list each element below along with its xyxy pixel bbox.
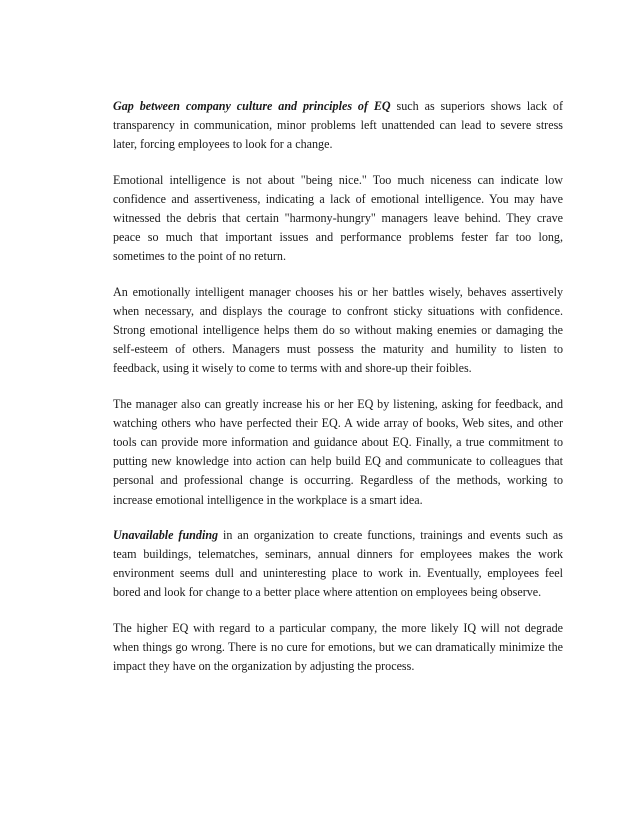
paragraph-2-text: Emotional intelligence is not about "being nice." Too much niceness can indicate low confidence and assertiveness, indicating a lack of emotional intelligence. You may have witnessed the debris that certain "harmony-hungry" managers leave behind. They crave peace so much that important issues and performance problems fester far too long, sometimes to the point of no return. xyxy=(113,172,563,264)
paragraph-5-text: in an organization to create functions, trainings and events such as team buildings, telematches, seminars, annual dinners for employees makes the work environment seems dull and uninteresting place to work in. Eventually, employees feel bored and look for change to a better place where attention on employees being observe. xyxy=(113,527,563,600)
paragraph-5-lead: Unavailable funding xyxy=(113,527,219,542)
paragraph-6 xyxy=(113,619,563,677)
paragraph-1 xyxy=(113,97,563,155)
paragraph-4 xyxy=(113,395,563,510)
paragraph-2 xyxy=(113,171,563,267)
paragraph-4-text: The manager also can greatly increase his or her EQ by listening, asking for feedback, and watching others who have perfected their EQ. A wide array of books, Web sites, and other tools can provide more information and guidance about EQ. Finally, a true commitment to putting new knowledge into action can help build EQ and communicate to colleagues that personal and professional change is occurring. Regardless of the methods, working to increase emotional intelligence in the workplace is a smart idea. xyxy=(113,396,563,507)
document-body xyxy=(113,97,563,692)
paragraph-6-text: The higher EQ with regard to a particular company, the more likely IQ will not degrade when things go wrong. There is no cure for emotions, but we can dramatically minimize the impact they have on the organization by adjusting the process. xyxy=(113,620,563,674)
paragraph-1-lead: Gap between company culture and principles of EQ xyxy=(113,99,391,113)
paragraph-5 xyxy=(113,526,563,603)
paragraph-3-text: An emotionally intelligent manager chooses his or her battles wisely, behaves assertively when necessary, and displays the courage to confront sticky situations with confidence. Strong emotional intelligence helps them do so without making enemies or damaging the self-esteem of others. Managers must possess the maturity and humility to listen to feedback, using it wisely to come to terms with and shore-up their foibles. xyxy=(113,284,563,376)
paragraph-1-text: such as superiors shows lack of transparency in communication, minor problems left unattended can lead to severe stress later, forcing employees to look for a change. xyxy=(113,99,563,152)
paragraph-3 xyxy=(113,283,563,379)
